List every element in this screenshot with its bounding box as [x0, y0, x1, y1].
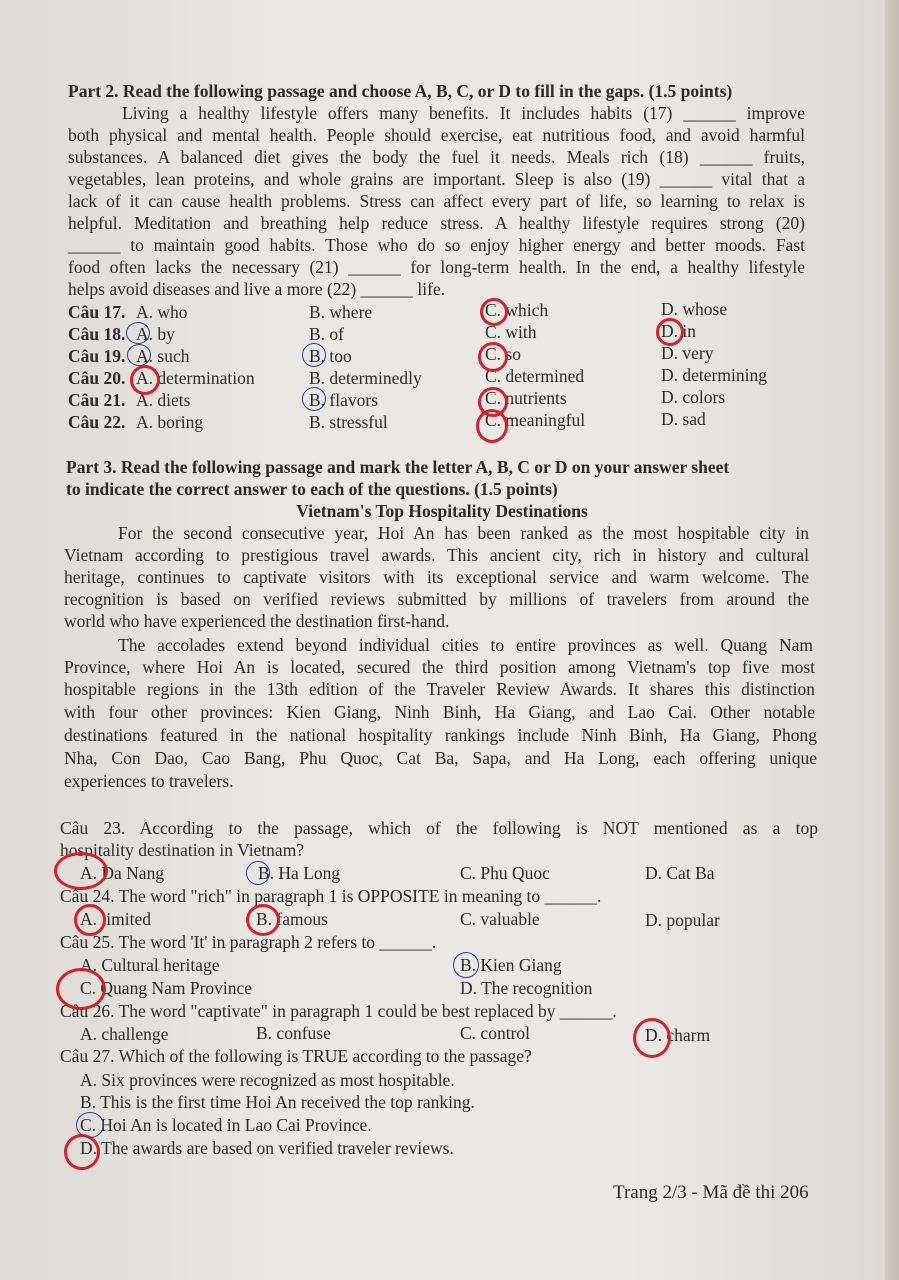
option-d[interactable]: D. colors	[661, 387, 726, 407]
answer-circle-mark	[54, 852, 108, 890]
option-d[interactable]: D. sad	[661, 409, 706, 429]
option-c[interactable]: C. determined	[485, 366, 585, 386]
part2-heading: Part 2. Read the following passage and choose A, B, C, or D to fill in the gaps. (1.5 points)	[68, 81, 733, 101]
answer-circle-mark	[656, 318, 684, 346]
question-23-stem: Câu 23. According to the passage, which of the following is NOT mentioned as a top	[60, 818, 818, 838]
option-a[interactable]: A. who	[136, 302, 188, 322]
option-d[interactable]: D. The awards are based on verified traveler reviews.	[80, 1138, 454, 1158]
option-a[interactable]: A. Cultural heritage	[80, 955, 220, 975]
part3-passage-line: Nha, Con Dao, Cao Bang, Phu Quoc, Cat Ba, Sapa, and Ha Long, each offering unique	[64, 748, 817, 768]
option-c[interactable]: C. meaningful	[485, 410, 586, 430]
answer-circle-mark	[56, 968, 106, 1010]
option-c[interactable]: C. Hoi An is located in Lao Cai Province.	[80, 1115, 372, 1135]
option-d[interactable]: D. popular	[645, 910, 720, 930]
option-b[interactable]: B. where	[309, 302, 373, 322]
question-27-stem: Câu 27. Which of the following is TRUE according to the passage?	[60, 1046, 532, 1066]
part3-passage-line: recognition is based on verified reviews submitted by millions of travelers from around the	[64, 589, 809, 609]
option-a[interactable]: A. diets	[136, 390, 191, 410]
pen-circle-mark	[302, 343, 326, 367]
option-d[interactable]: D. The recognition	[460, 978, 593, 998]
option-b[interactable]: B. This is the first time Hoi An received the top ranking.	[80, 1092, 475, 1112]
option-a[interactable]: A. Six provinces were recognized as most hospitable.	[80, 1070, 455, 1090]
part2-passage-line: lack of it can cause health problems. Stress can affect every part of life, so learning to relax is	[68, 191, 805, 211]
option-c[interactable]: C. nutrients	[485, 388, 567, 408]
question-label: Câu 19.	[68, 346, 126, 366]
question-26-stem: Câu 26. The word "captivate" in paragraph 1 could be best replaced by ______.	[60, 1001, 617, 1021]
part2-passage-line: food often lacks the necessary (21) ______ for long-term health. In the end, a healthy lifestyle	[68, 257, 805, 277]
pen-circle-mark	[246, 861, 270, 885]
answer-circle-mark	[64, 1134, 100, 1170]
part2-passage-line: helps avoid diseases and live a more (22) ______ life.	[68, 279, 446, 299]
part2-passage-line: Living a healthy lifestyle offers many benefits. It includes habits (17) ______ improve	[122, 103, 805, 123]
question-label: Câu 18.	[68, 324, 126, 344]
pen-circle-mark	[126, 322, 150, 344]
option-a[interactable]: A. such	[136, 346, 190, 366]
option-a[interactable]: A. Da Nang	[80, 863, 165, 883]
pen-circle-mark	[302, 387, 326, 411]
option-d[interactable]: D. whose	[661, 299, 728, 319]
answer-circle-mark	[246, 904, 280, 936]
answer-circle-mark	[476, 409, 508, 443]
part3-passage-line: heritage, continues to captivate visitors with its exceptional service and warm welcome. The	[64, 567, 809, 587]
option-b[interactable]: B. too	[309, 346, 352, 366]
option-d[interactable]: D. charm	[645, 1025, 711, 1045]
part3-passage-line: with four other provinces: Kien Giang, Ninh Binh, Ha Giang, and Lao Cai. Other notable	[64, 702, 815, 722]
option-b[interactable]: B. stressful	[309, 412, 388, 432]
option-b[interactable]: B. famous	[256, 909, 328, 929]
option-c[interactable]: C. valuable	[460, 909, 540, 929]
part2-passage-line: vegetables, lean proteins, and whole grains are important. Sleep is also (19) ______ vital that a	[68, 169, 805, 189]
option-a[interactable]: A. limited	[80, 909, 151, 929]
part3-passage-line: Province, where Hoi An is located, secured the third position among Vietnam's top five most	[64, 657, 815, 677]
question-24-stem: Câu 24. The word "rich" in paragraph 1 is OPPOSITE in meaning to ______.	[60, 886, 602, 906]
part3-passage-line: For the second consecutive year, Hoi An has been ranked as the most hospitable city in	[118, 523, 809, 543]
passage-title: Vietnam's Top Hospitality Destinations	[296, 501, 588, 521]
option-a[interactable]: A. by	[136, 324, 175, 344]
option-b[interactable]: B. Kien Giang	[460, 955, 562, 975]
option-b[interactable]: B. of	[309, 324, 344, 344]
option-b[interactable]: B. confuse	[256, 1023, 331, 1043]
option-b[interactable]: B. determinedly	[309, 368, 422, 388]
part3-passage-line: world who have experienced the destination first-hand.	[64, 611, 450, 631]
option-c[interactable]: C. so	[485, 344, 521, 364]
page-edge	[885, 0, 899, 1280]
option-d[interactable]: D. very	[661, 343, 714, 363]
part2-passage-line: ______ to maintain good habits. Those who do so enjoy higher energy and better moods. Fast	[68, 235, 805, 255]
question-25-stem: Câu 25. The word 'It' in paragraph 2 refers to ______.	[60, 932, 437, 952]
option-c[interactable]: C. control	[460, 1023, 530, 1043]
option-b[interactable]: B. flavors	[309, 390, 379, 410]
option-c[interactable]: C. which	[485, 300, 549, 320]
option-d[interactable]: D. determining	[661, 365, 767, 385]
part3-passage-line: Vietnam according to prestigious travel awards. This ancient city, rich in history and cultural	[64, 545, 809, 565]
answer-circle-mark	[74, 904, 106, 936]
option-d[interactable]: D. in	[661, 321, 696, 341]
pen-circle-mark	[76, 1112, 104, 1138]
answer-circle-mark	[480, 298, 508, 326]
option-d[interactable]: D. Cat Ba	[645, 863, 715, 883]
part3-passage-line: experiences to travelers.	[64, 771, 234, 791]
page-footer: Trang 2/3 - Mã đề thi 206	[613, 1182, 809, 1203]
part3-passage-line: hospitable regions in the 13th edition of the Traveler Review Awards. It shares this distinction	[64, 679, 815, 699]
part3-heading: Part 3. Read the following passage and mark the letter A, B, C or D on your answer sheet	[66, 457, 730, 477]
question-label: Câu 20.	[68, 368, 126, 388]
option-c[interactable]: C. with	[485, 322, 537, 342]
question-label: Câu 22.	[68, 412, 126, 432]
option-a[interactable]: A. determination	[136, 368, 255, 388]
part3-heading: to indicate the correct answer to each of the questions. (1.5 points)	[66, 479, 558, 499]
answer-circle-mark	[633, 1018, 671, 1058]
question-label: Câu 21.	[68, 390, 126, 410]
option-c[interactable]: C. Quang Nam Province	[80, 978, 253, 998]
option-a[interactable]: A. challenge	[80, 1024, 169, 1044]
answer-circle-mark	[130, 365, 160, 395]
option-c[interactable]: C. Phu Quoc	[460, 863, 550, 883]
option-a[interactable]: A. boring	[136, 412, 204, 432]
pen-circle-mark	[127, 344, 151, 366]
part2-passage-line: both physical and mental health. People should exercise, eat nutritious food, and avoid harmful	[68, 125, 805, 145]
question-23-stem: hospitality destination in Vietnam?	[60, 840, 305, 860]
part3-passage-line: destinations featured in the national hospitality rankings include Ninh Binh, Ha Giang, Phong	[64, 725, 817, 745]
answer-circle-mark	[478, 342, 508, 372]
pen-circle-mark	[453, 952, 479, 978]
option-b[interactable]: B. Ha Long	[258, 863, 341, 883]
part3-passage-line: The accolades extend beyond individual cities to entire provinces as well. Quang Nam	[118, 635, 813, 655]
part2-passage-line: helpful. Meditation and breathing help reduce stress. A healthy lifestyle requires strong (20)	[68, 213, 805, 233]
part2-passage-line: substances. A balanced diet gives the body the fuel it needs. Meals rich (18) ______ fruits,	[68, 147, 805, 167]
question-label: Câu 17.	[68, 302, 126, 322]
